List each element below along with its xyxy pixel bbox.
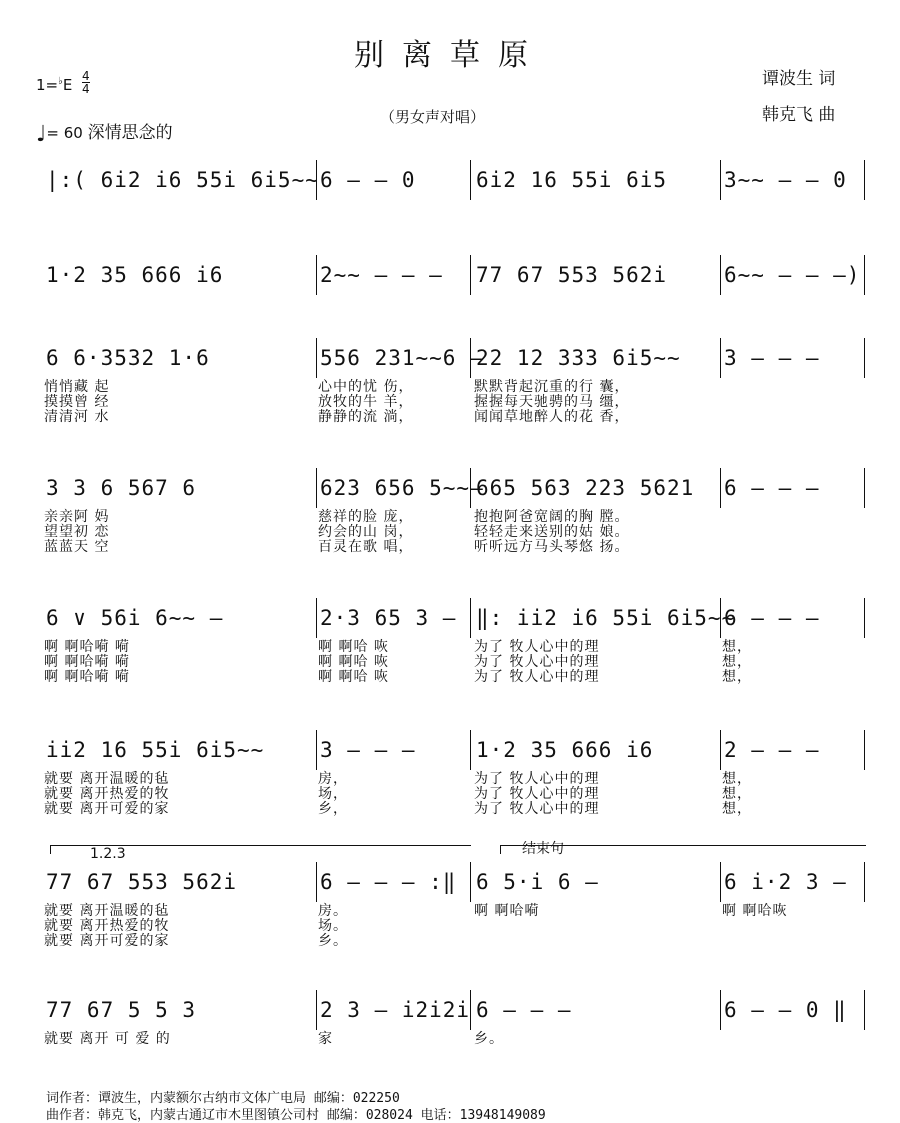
lyric-line: 想， [722,771,752,787]
measure-notes: 2 — — — [724,738,820,762]
key-label: 1= [36,76,59,94]
barline [864,730,865,770]
lyric-line: 就要 离开热爱的牧 [44,786,170,802]
lyric-line: 就要 离开可爱的家 [44,801,170,817]
measure-notes: 77 67 5 5 3 [46,998,197,1022]
measure-notes: 6 — — — :‖ [320,870,457,894]
lyric-line: 就要 离开温暖的毡 [44,771,170,787]
barline [864,468,865,508]
lyric-line: 就要 离开 可 爱 的 [44,1031,171,1047]
measure-notes: ‖: ii2 i6 55i 6i5~~ [476,606,736,630]
lyric-line: 慈祥的脸 庞， [318,509,414,525]
barline [470,255,471,295]
barline [720,730,721,770]
lyric-line: 摸摸曾 经 [44,394,110,410]
measure-notes: |:( 6i2 i6 55i 6i5~~ [46,168,319,192]
measure-notes: 665 563 223 5621 [476,476,695,500]
lyric-line: 握握每天驰骋的马 缰， [474,394,630,410]
lyric-line: 就要 离开热爱的牧 [44,918,170,934]
lyric-line: 想， [722,801,752,817]
lyric-line: 场。 [318,918,348,934]
barline [316,255,317,295]
lyric-line: 闻闻草地醉人的花 香， [474,409,630,425]
measure-notes: 6 — — — [724,476,820,500]
measure-notes: 6i2 16 55i 6i5 [476,168,668,192]
lyric-line: 听听远方马头琴悠 扬。 [474,539,630,555]
measure-notes: 3 — — — [320,738,416,762]
barline [720,338,721,378]
lyric-line: 默默背起沉重的行 囊， [474,379,630,395]
lyric-line: 蓝蓝天 空 [44,539,110,555]
lyric-line: 望望初 恋 [44,524,110,540]
barline [864,990,865,1030]
time-signature [82,70,90,95]
lyric-line: 乡， [318,801,348,817]
time-sig-bottom: 4 [82,82,90,96]
lyric-line: 悄悄藏 起 [44,379,110,395]
lyric-line: 就要 离开温暖的毡 [44,903,170,919]
lyric-line: 亲亲阿 妈 [44,509,110,525]
lyric-line: 为了 牧人心中的理 [474,639,600,655]
lyricist-credit: 谭波生 词 [762,69,836,89]
footer-line-2: 曲作者：韩克飞，内蒙古通辽市木里图镇公司村 邮编：028024 电话：13948149089 [46,1108,546,1123]
lyric-line: 啊 啊哈嗬 嗬 [44,639,130,655]
barline [864,160,865,200]
barline [470,990,471,1030]
measure-notes: 2~~ — — — [320,263,443,287]
barline [470,160,471,200]
barline [720,255,721,295]
measure-notes: ii2 16 55i 6i5~~ [46,738,265,762]
measure-notes: 6 — — 0 [320,168,416,192]
flat-glyph: ♭ [58,76,63,87]
lyric-line: 放牧的牛 羊， [318,394,414,410]
lyric-line: 啊 啊哈嗬 嗬 [44,654,130,670]
lyric-line: 就要 离开可爱的家 [44,933,170,949]
lyric-line: 想， [722,639,752,655]
barline [316,730,317,770]
measure-notes: 6 — — — [476,998,572,1022]
measure-notes: 6 — — — [724,606,820,630]
lyric-line: 抱抱阿爸宽阔的胸 膛。 [474,509,630,525]
measure-notes: 1·2 35 666 i6 [476,738,654,762]
barline [470,730,471,770]
measure-notes: 6 5·i 6 — [476,870,599,894]
time-sig-top: 4 [82,69,90,83]
lyric-line: 为了 牧人心中的理 [474,771,600,787]
measure-notes: 2 3 — i2i2i [320,998,471,1022]
barline [316,468,317,508]
lyric-line: 为了 牧人心中的理 [474,786,600,802]
lyric-line: 想， [722,669,752,685]
lyric-line: 清清河 水 [44,409,110,425]
barline [864,338,865,378]
tempo-value: = 60 [46,124,83,142]
lyric-line: 轻轻走来送别的姑 娘。 [474,524,630,540]
lyric-line: 家 [318,1031,333,1047]
lyric-line: 啊 啊哈 咴 [318,669,389,685]
lyric-line: 房， [318,771,348,787]
lyric-line: 约会的山 岗， [318,524,414,540]
barline [720,862,721,902]
lyric-line: 想， [722,654,752,670]
lyric-line: 啊 啊哈 咴 [318,639,389,655]
measure-notes: 3 3 6 567 6 [46,476,197,500]
key-signature [36,76,72,94]
lyric-line: 房。 [318,903,348,919]
measure-notes: 2·3 65 3 — [320,606,457,630]
lyric-line: 想， [722,786,752,802]
volta-label-ending: 结束句 [522,841,564,857]
measure-notes: 22 12 333 6i5~~ [476,346,681,370]
measure-notes: 6~~ — — —) [724,263,861,287]
volta-label-first: 1.2.3 [90,846,126,862]
measure-notes: 77 67 553 562i [46,870,238,894]
lyric-line: 场， [318,786,348,802]
measure-notes: 6 i·2 3 — [724,870,847,894]
measure-notes: 6 ∨ 56i 6~~ — [46,606,224,630]
tempo-marking [36,118,173,147]
lyric-line: 为了 牧人心中的理 [474,654,600,670]
barline [720,160,721,200]
lyric-line: 心中的忧 伤， [318,379,414,395]
key-note: E [62,76,73,94]
barline [864,598,865,638]
lyric-line: 啊 啊哈 咴 [318,654,389,670]
barline [720,990,721,1030]
footer-line-1: 词作者：谭波生，内蒙额尔古纳市文体广电局 邮编：022250 [46,1091,400,1106]
expression-mark: 深情思念的 [87,123,173,143]
measure-notes: 77 67 553 562i [476,263,668,287]
lyric-line: 啊 啊哈嗬 [474,903,540,919]
measure-notes: 3 — — — [724,346,820,370]
barline [316,598,317,638]
lyric-line: 百灵在歌 唱， [318,539,414,555]
measure-notes: 3~~ — — 0 [724,168,847,192]
barline [864,862,865,902]
measure-notes: 623 656 5~~— [320,476,484,500]
subtitle: （男女声对唱） [380,108,486,126]
lyric-line: 啊 啊哈咴 [722,903,788,919]
barline [316,990,317,1030]
barline [316,338,317,378]
barline [864,255,865,295]
measure-notes: 1·2 35 666 i6 [46,263,224,287]
measure-notes: 6 6·3532 1·6 [46,346,210,370]
barline [720,468,721,508]
measure-notes: 6 — — 0 ‖ [724,998,847,1022]
barline [470,862,471,902]
song-title: 别离草原 [354,38,546,73]
lyric-line: 为了 牧人心中的理 [474,669,600,685]
composer-credit: 韩克飞 曲 [762,105,836,125]
barline [316,862,317,902]
lyric-line: 乡。 [318,933,348,949]
lyric-line: 静静的流 淌， [318,409,414,425]
barline [470,598,471,638]
measure-notes: 556 231~~6 — [320,346,484,370]
lyric-line: 为了 牧人心中的理 [474,801,600,817]
quarter-note-icon: ♩ [36,122,47,147]
lyric-line: 乡。 [474,1031,504,1047]
lyric-line: 啊 啊哈嗬 嗬 [44,669,130,685]
